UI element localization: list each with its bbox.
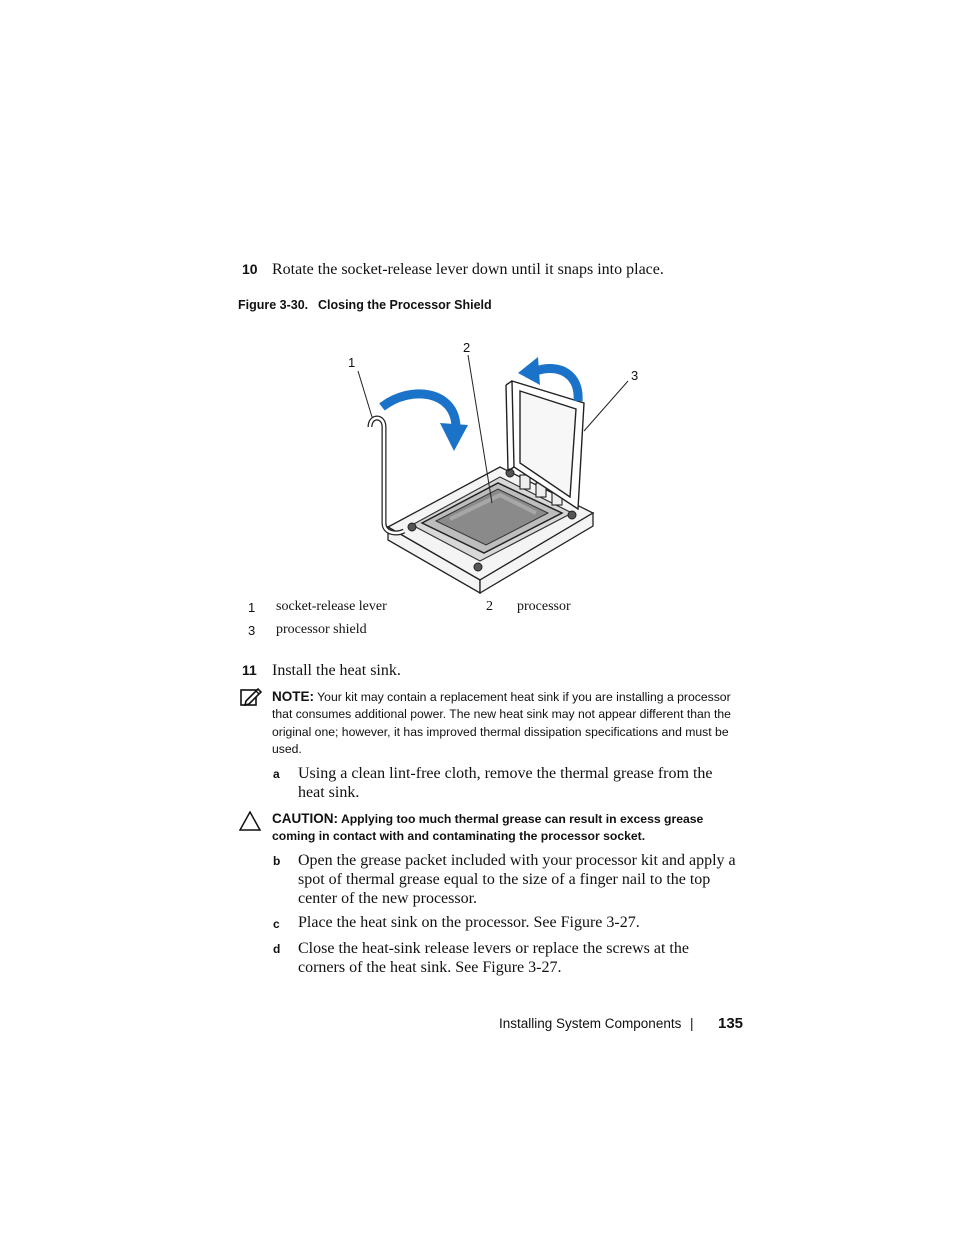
step-10-text: Rotate the socket-release lever down until it snaps into place. xyxy=(272,261,664,278)
step-11-text: Install the heat sink. xyxy=(272,662,401,679)
caution-text: Applying too much thermal grease can result in excess grease coming in contact with and contaminating the processor socket. xyxy=(272,812,704,844)
substep-c-letter: c xyxy=(273,917,280,931)
rotate-lever-arrow xyxy=(382,394,456,427)
socket-release-lever xyxy=(370,418,404,533)
caution-label: CAUTION: xyxy=(272,811,338,826)
callout-1-leader xyxy=(358,371,372,417)
callout-3-leader xyxy=(584,381,628,431)
legend-num-2: 2 xyxy=(486,599,493,614)
step-10-number: 10 xyxy=(242,261,258,277)
callout-3-label: 3 xyxy=(631,368,639,383)
substep-b-letter: b xyxy=(273,854,281,868)
caution-block xyxy=(272,810,742,846)
callout-1-label: 1 xyxy=(348,355,356,370)
footer-section-title: Installing System Components xyxy=(499,1016,682,1031)
legend-num-1: 1 xyxy=(248,600,256,615)
note-text: Your kit may contain a replacement heat sink if you are installing a processor that consumes additional power. The new heat sink may not appear different than the original one; however, it has improved thermal dissipation specifications and must be used. xyxy=(272,690,731,756)
figure-caption-title: Closing the Processor Shield xyxy=(318,298,492,312)
substep-a-text: Using a clean lint-free cloth, remove the thermal grease from the heat sink. xyxy=(298,765,713,801)
substep-c-text: Place the heat sink on the processor. See Figure 3-27. xyxy=(298,914,640,931)
pencil-note-icon xyxy=(240,687,262,707)
substep-d-letter: d xyxy=(273,942,281,956)
substep-b-text: Open the grease packet included with your processor kit and apply a spot of thermal grease equal to the size of a finger nail to the top center of the new processor. xyxy=(298,852,736,907)
processor-shield-illustration xyxy=(340,335,650,595)
substep-d-text: Close the heat-sink release levers or replace the screws at the corners of the heat sink. See Figure 3-27. xyxy=(298,940,689,976)
note-block xyxy=(272,688,742,758)
note-label: NOTE: xyxy=(272,689,314,704)
step-11-number: 11 xyxy=(242,662,257,678)
page-number: 135 xyxy=(718,1015,744,1032)
figure-caption-number: Figure 3-30. xyxy=(238,298,309,312)
callout-2-label: 2 xyxy=(463,340,471,355)
legend-label-2: processor xyxy=(517,599,571,614)
substep-a-letter: a xyxy=(273,767,280,781)
legend-label-1: socket-release lever xyxy=(276,599,387,614)
footer-separator: | xyxy=(690,1016,694,1031)
legend-num-3: 3 xyxy=(248,623,256,638)
caution-triangle-icon xyxy=(239,811,261,831)
legend-label-3: processor shield xyxy=(276,622,367,637)
